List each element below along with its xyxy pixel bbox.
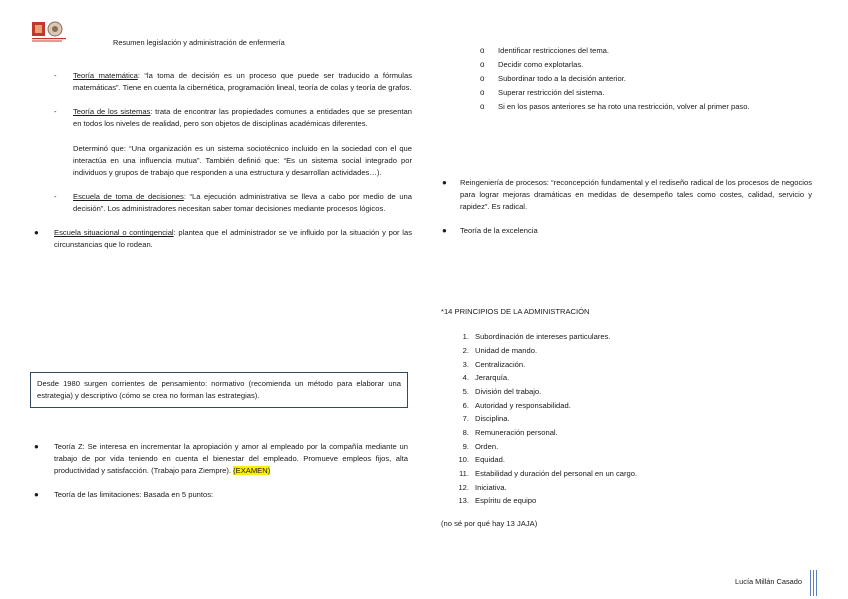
list-item-text: Superar restricción del sistema.	[498, 88, 605, 97]
circle-marker: o	[480, 60, 485, 69]
escuela-situacional-term: Escuela situacional o contingencial	[54, 228, 174, 238]
list-item	[441, 467, 811, 481]
list-number: 9.	[462, 441, 469, 451]
bullet-marker: ●	[442, 178, 447, 187]
list-item	[441, 330, 811, 344]
teoria-sistemas-term: Teoría de los sistemas	[73, 107, 151, 117]
escuela-decisiones-term: Escuela de toma de decisiones	[73, 191, 184, 201]
list-item-text: Subordinación de intereses particulares.	[475, 332, 611, 342]
escuela-decisiones-item	[28, 191, 412, 215]
university-crest-icon	[31, 20, 71, 44]
list-number: 6.	[462, 400, 469, 410]
list-number: 4.	[462, 373, 469, 383]
list-item-text: División del trabajo.	[475, 386, 542, 396]
list-number: 8.	[462, 427, 469, 437]
list-item	[441, 494, 811, 508]
list-item	[441, 453, 811, 467]
circle-marker: o	[480, 74, 485, 83]
list-number: 11.	[459, 469, 469, 479]
list-number: 13.	[458, 496, 469, 506]
list-item	[441, 371, 811, 385]
list-item-text: Autoridad y responsabilidad.	[475, 400, 571, 410]
right-column	[440, 44, 810, 114]
list-item-text: Centralización.	[475, 359, 526, 369]
reingenieria-item	[440, 177, 812, 213]
list-item	[440, 72, 810, 86]
principios-section	[441, 306, 811, 530]
escuela-situacional-text: : plantea que el administrador se ve influido por la situación y por las circunstancias que lo rodean.	[54, 228, 412, 250]
bullet-marker: ●	[34, 228, 39, 238]
list-item-text: Iniciativa.	[475, 482, 507, 492]
list-number: 7.	[462, 414, 469, 424]
list-item	[441, 426, 811, 440]
left-column-lower	[28, 441, 408, 502]
list-number: 12.	[458, 482, 469, 492]
list-item-text: Espíritu de equipo	[475, 496, 537, 506]
list-item-text: Decidir como explotarlas.	[498, 60, 584, 69]
teoria-matematica-text: : “la toma de decisión es un proceso que puede ser traducido a fórmulas matemáticas”. Tiene en cuenta la cibernética, programación lineal, teoría de colas y teoría de grafos.	[73, 71, 412, 93]
list-item	[441, 440, 811, 454]
teoria-z-item	[28, 441, 408, 477]
teoria-sistemas-detail: Determinó que: “Una organización es un sistema sociotécnico incluido en la sociedad con el que interactúa en una influencia mutua”. También definió que: “Es un sistema social integrado por individuos y grupos de trabajo que responden a una estructura y desarrollan actividades…).	[73, 143, 412, 177]
list-item	[441, 358, 811, 372]
list-item	[440, 58, 810, 72]
list-item	[441, 344, 811, 358]
list-number: 10.	[458, 455, 469, 465]
left-column	[28, 70, 412, 252]
reingenieria-text: Reingeniería de procesos: “reconcepción fundamental y el rediseño radical de los procesos de negocios para lograr mejoras dramáticas en medidas de desempeño tales como costes, calidad, servicio y rapidez”. Es radical.	[460, 178, 812, 212]
list-item	[440, 44, 810, 58]
teoria-z-text: Teoría Z: Se interesa en incrementar la apropiación y amor al empleado por la compañía mediante un trabajo de por vida teniendo en cuenta el bienestar del empleado. Promueve empleos fijos, alta productividad y satisfacción. (Trabajo para Ziempre).	[54, 442, 408, 476]
circle-marker: o	[480, 46, 485, 55]
list-item-text: Disciplina.	[475, 414, 510, 424]
principios-list	[441, 330, 811, 508]
dash-marker: -	[54, 71, 57, 80]
dash-marker: -	[54, 107, 57, 117]
list-item-text: Estabilidad y duración del personal en un cargo.	[475, 469, 638, 479]
excelencia-item	[440, 225, 812, 237]
list-number: 2.	[462, 345, 469, 355]
list-item	[440, 100, 810, 114]
list-item-text: Si en los pasos anteriores se ha roto una restricción, volver al primer paso.	[498, 102, 750, 111]
list-item	[441, 481, 811, 495]
escuela-decisiones-text: : “La ejecución administrativa se lleva a cabo por medio de una decisión”. Los administradores necesitan saber tomar decisiones mediante procesos lógicos.	[73, 191, 412, 214]
teoria-sistemas-text: : trata de encontrar las propiedades comunes a entidades que se presentan en todos los niveles de realidad, pero son objetos de disciplinas académicas diferentes.	[73, 107, 412, 129]
bullet-marker: ●	[34, 442, 39, 451]
bullet-marker: ●	[442, 226, 447, 236]
circle-marker: o	[480, 102, 485, 111]
list-item-text: Unidad de mando.	[475, 345, 538, 355]
bullet-marker: ●	[34, 490, 39, 500]
document-title: Resumen legislación y administración de enfermería	[113, 38, 285, 47]
examen-highlight: (EXAMEN)	[233, 466, 271, 476]
right-column-middle	[440, 177, 812, 238]
dash-marker: -	[54, 191, 57, 201]
list-item-text: Jerarquía.	[475, 373, 510, 383]
principios-title: *14 PRINCIPIOS DE LA ADMINISTRACIÓN	[441, 307, 590, 316]
list-number: 1.	[462, 332, 469, 342]
teoria-matematica-term: Teoría matemática	[73, 71, 138, 80]
teoria-sistemas-item	[28, 106, 412, 179]
list-item-text: Equidad.	[475, 455, 505, 465]
list-item-text: Identificar restricciones del tema.	[498, 46, 609, 55]
list-item	[441, 385, 811, 399]
list-item-text: Subordinar todo a la decisión anterior.	[498, 74, 626, 83]
footer-divider-bars	[810, 570, 820, 596]
list-item-text: Remuneración personal.	[475, 427, 558, 437]
principios-note: (no sé por qué hay 13 JAJA)	[441, 519, 538, 529]
list-item	[441, 399, 811, 413]
teoria-limitaciones-text: Teoría de las limitaciones: Basada en 5 puntos:	[54, 490, 214, 500]
escuela-situacional-item	[28, 227, 412, 251]
teoria-limitaciones-item	[28, 489, 408, 501]
list-number: 5.	[462, 386, 469, 396]
excelencia-text: Teoría de la excelencia	[460, 226, 538, 236]
author-name: Lucía Millán Casado	[735, 577, 802, 586]
circle-marker: o	[480, 88, 485, 97]
list-item	[440, 86, 810, 100]
teoria-matematica-item	[28, 70, 412, 94]
limitaciones-list	[440, 44, 810, 114]
list-number: 3.	[462, 359, 469, 369]
corrientes-box	[30, 372, 408, 408]
list-item-text: Orden.	[475, 441, 499, 451]
corrientes-text: Desde 1980 surgen corrientes de pensamiento: normativo (recomienda un método para elaborar una estrategia) y descriptivo (cómo se crea no forman las estrategias).	[37, 379, 401, 401]
list-item	[441, 412, 811, 426]
